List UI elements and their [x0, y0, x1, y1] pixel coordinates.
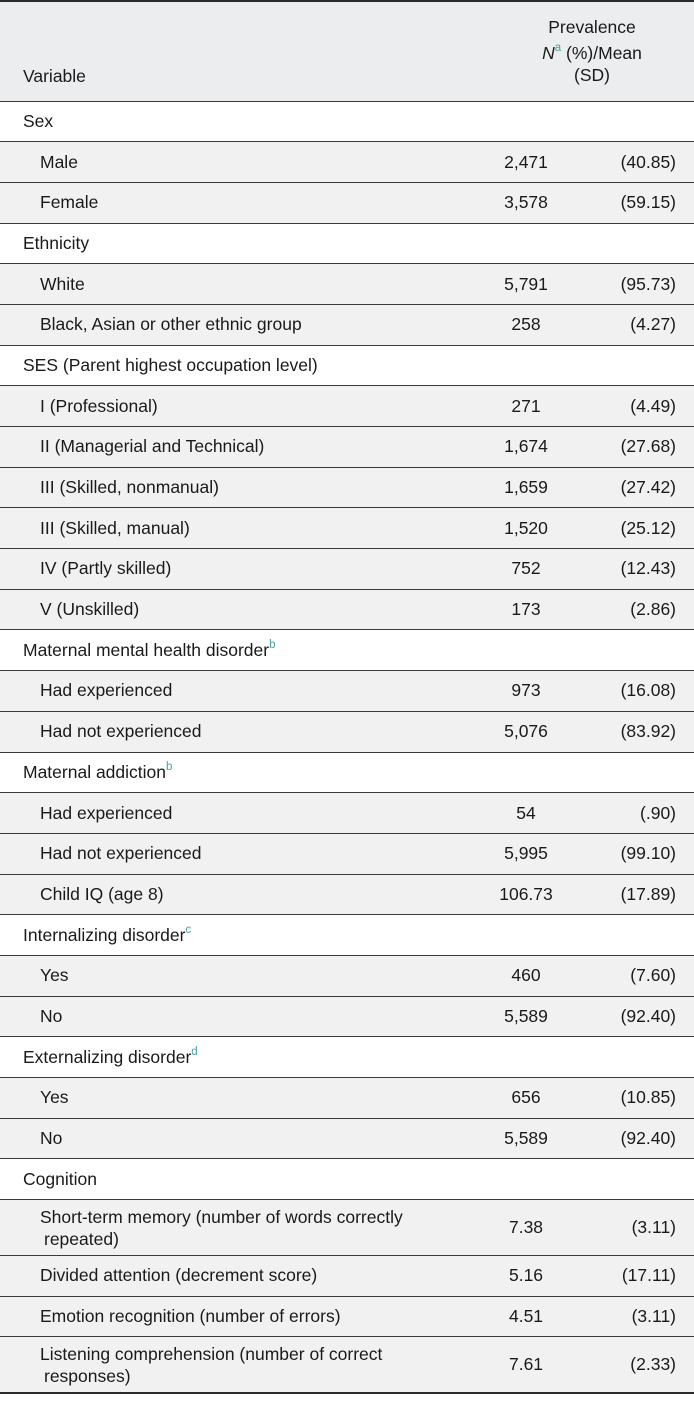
- percent-cell: (4.49): [590, 386, 694, 427]
- row-label: Had experienced: [40, 802, 173, 823]
- row-label-cell: [0, 833, 490, 874]
- table-row: [0, 1200, 694, 1256]
- table-row: [0, 1337, 694, 1393]
- prevalence-header-line3: (SD): [574, 64, 610, 85]
- row-label: Internalizing disorder: [23, 924, 186, 945]
- table-row: [0, 264, 694, 305]
- percent-cell: (17.11): [590, 1256, 694, 1297]
- percent-cell: (27.42): [590, 467, 694, 508]
- count-cell: 5,589: [490, 996, 590, 1037]
- group-row: [0, 345, 694, 386]
- percent-cell: (7.60): [590, 955, 694, 996]
- group-label-cell: [0, 1159, 490, 1200]
- table-row: [0, 874, 694, 915]
- table-row: [0, 467, 694, 508]
- table-row: [0, 549, 694, 590]
- row-label: IV (Partly skilled): [40, 558, 172, 579]
- count-cell: 460: [490, 955, 590, 996]
- row-label: No: [40, 1128, 63, 1149]
- row-label: White: [40, 273, 85, 294]
- percent-cell: (.90): [590, 793, 694, 834]
- count-cell: 656: [490, 1078, 590, 1119]
- row-label-cell: [0, 182, 490, 223]
- prevalence-header-line2: [490, 38, 694, 64]
- row-label: Maternal mental health disorder: [23, 639, 270, 660]
- row-label-cell: [0, 549, 490, 590]
- group-row: [0, 915, 694, 956]
- row-label-cell: [0, 304, 490, 345]
- row-label-cell: [0, 386, 490, 427]
- count-cell: [490, 223, 590, 264]
- table-row: [0, 142, 694, 183]
- count-cell: 973: [490, 671, 590, 712]
- row-label: Had not experienced: [40, 721, 202, 742]
- count-cell: 752: [490, 549, 590, 590]
- percent-cell: (16.08): [590, 671, 694, 712]
- count-cell: 1,674: [490, 427, 590, 468]
- table-row: [0, 711, 694, 752]
- group-label-cell: [0, 101, 490, 142]
- row-label: Maternal addiction: [23, 761, 166, 782]
- row-label-cell: [0, 1256, 490, 1297]
- row-label: Female: [40, 192, 99, 213]
- row-label-cell: [0, 508, 490, 549]
- row-label-cell: [0, 996, 490, 1037]
- percent-cell: (3.11): [590, 1296, 694, 1337]
- table-row: [0, 427, 694, 468]
- count-cell: 4.51: [490, 1296, 590, 1337]
- count-cell: 5,791: [490, 264, 590, 305]
- row-label: Listening comprehension (number of correct: [40, 1343, 383, 1364]
- count-cell: 258: [490, 304, 590, 345]
- table-body: [0, 101, 694, 1393]
- count-cell: 5,076: [490, 711, 590, 752]
- count-cell: 2,471: [490, 142, 590, 183]
- footnote-marker: b: [166, 761, 173, 774]
- prevalence-column-header: [490, 1, 694, 101]
- percent-cell: [590, 223, 694, 264]
- count-cell: 3,578: [490, 182, 590, 223]
- row-label-cell: [0, 874, 490, 915]
- count-cell: 54: [490, 793, 590, 834]
- table-row: [0, 508, 694, 549]
- row-label: Divided attention (decrement score): [40, 1265, 318, 1286]
- percent-cell: [590, 915, 694, 956]
- group-row: [0, 101, 694, 142]
- row-label: Yes: [40, 1087, 69, 1108]
- row-label-cell: [0, 142, 490, 183]
- row-label: No: [40, 1005, 63, 1026]
- percent-cell: [590, 1159, 694, 1200]
- row-label-cell: [0, 264, 490, 305]
- table-row: [0, 1256, 694, 1297]
- row-label-continuation: responses): [44, 1365, 131, 1386]
- percent-cell: (95.73): [590, 264, 694, 305]
- table-row: [0, 304, 694, 345]
- count-cell: 173: [490, 589, 590, 630]
- row-label: SES (Parent highest occupation level): [23, 354, 318, 375]
- footnote-marker: c: [185, 923, 192, 936]
- count-cell: [490, 630, 590, 671]
- group-row: [0, 752, 694, 793]
- group-label-cell: [0, 630, 490, 671]
- percent-cell: (92.40): [590, 1118, 694, 1159]
- row-label-cell: [0, 793, 490, 834]
- row-label-cell: [0, 467, 490, 508]
- row-label-cell: [0, 1078, 490, 1119]
- table-row: [0, 955, 694, 996]
- percent-cell: (27.68): [590, 427, 694, 468]
- table-header-row: [0, 1, 694, 101]
- row-label: Yes: [40, 965, 69, 986]
- percent-cell: (25.12): [590, 508, 694, 549]
- count-cell: 5.16: [490, 1256, 590, 1297]
- row-label: V (Unskilled): [40, 599, 140, 620]
- row-label-cell: [0, 1296, 490, 1337]
- row-label-cell: [0, 711, 490, 752]
- row-label-cell: [0, 589, 490, 630]
- count-cell: [490, 1159, 590, 1200]
- row-label: Black, Asian or other ethnic group: [40, 314, 302, 335]
- count-cell: 271: [490, 386, 590, 427]
- footnote-marker: d: [191, 1045, 198, 1058]
- footnote-marker: b: [269, 638, 276, 651]
- table-row: [0, 793, 694, 834]
- count-cell: [490, 345, 590, 386]
- percent-cell: [590, 630, 694, 671]
- row-label: II (Managerial and Technical): [40, 436, 265, 457]
- table-row: [0, 182, 694, 223]
- row-label: Had experienced: [40, 680, 173, 701]
- variable-column-header: Variable: [23, 65, 86, 86]
- table-row: [0, 1296, 694, 1337]
- prevalence-header-line1: Prevalence: [548, 17, 636, 37]
- percent-cell: (10.85): [590, 1078, 694, 1119]
- percent-cell: (40.85): [590, 142, 694, 183]
- row-label-cell: [0, 1200, 490, 1256]
- count-cell: [490, 1037, 590, 1078]
- percent-cell: (83.92): [590, 711, 694, 752]
- group-label-cell: [0, 345, 490, 386]
- count-cell: 5,995: [490, 833, 590, 874]
- row-label: I (Professional): [40, 395, 158, 416]
- group-label-cell: [0, 1037, 490, 1078]
- group-row: [0, 223, 694, 264]
- percent-cell: (92.40): [590, 996, 694, 1037]
- table-row: [0, 1078, 694, 1119]
- row-label: Sex: [23, 110, 54, 131]
- percent-cell: [590, 1037, 694, 1078]
- row-label-cell: [0, 1337, 490, 1393]
- table-row: [0, 996, 694, 1037]
- group-row: [0, 1159, 694, 1200]
- row-label: Ethnicity: [23, 232, 90, 253]
- row-label: Child IQ (age 8): [40, 883, 164, 904]
- percent-cell: (12.43): [590, 549, 694, 590]
- n-symbol: N: [542, 42, 555, 63]
- footnote-marker: a: [554, 42, 562, 54]
- row-label-cell: [0, 427, 490, 468]
- percent-cell: (17.89): [590, 874, 694, 915]
- prevalence-header-unit: (%)/Mean: [561, 42, 642, 63]
- percent-cell: (4.27): [590, 304, 694, 345]
- count-cell: [490, 915, 590, 956]
- count-cell: [490, 101, 590, 142]
- group-label-cell: [0, 752, 490, 793]
- percent-cell: [590, 101, 694, 142]
- row-label: III (Skilled, manual): [40, 517, 190, 538]
- percent-cell: (59.15): [590, 182, 694, 223]
- group-row: [0, 630, 694, 671]
- group-row: [0, 1037, 694, 1078]
- row-label: Had not experienced: [40, 843, 202, 864]
- percent-cell: (2.33): [590, 1337, 694, 1393]
- row-label: Cognition: [23, 1168, 97, 1189]
- table-row: [0, 671, 694, 712]
- row-label: Emotion recognition (number of errors): [40, 1306, 341, 1327]
- row-label: Male: [40, 151, 78, 172]
- count-cell: 7.61: [490, 1337, 590, 1393]
- table-row: [0, 1118, 694, 1159]
- percent-cell: [590, 752, 694, 793]
- row-label: III (Skilled, nonmanual): [40, 477, 219, 498]
- row-label-cell: [0, 671, 490, 712]
- table-row: [0, 833, 694, 874]
- group-label-cell: [0, 223, 490, 264]
- count-cell: 5,589: [490, 1118, 590, 1159]
- percent-cell: (99.10): [590, 833, 694, 874]
- count-cell: 7.38: [490, 1200, 590, 1256]
- row-label-continuation: repeated): [44, 1228, 119, 1249]
- count-cell: 1,520: [490, 508, 590, 549]
- count-cell: [490, 752, 590, 793]
- percent-cell: (3.11): [590, 1200, 694, 1256]
- row-label: Externalizing disorder: [23, 1046, 192, 1067]
- row-label-cell: [0, 1118, 490, 1159]
- row-label-cell: [0, 955, 490, 996]
- percent-cell: [590, 345, 694, 386]
- count-cell: 1,659: [490, 467, 590, 508]
- percent-cell: (2.86): [590, 589, 694, 630]
- row-label: Short-term memory (number of words correctly: [40, 1206, 403, 1227]
- table-row: [0, 589, 694, 630]
- count-cell: 106.73: [490, 874, 590, 915]
- table-row: [0, 386, 694, 427]
- group-label-cell: [0, 915, 490, 956]
